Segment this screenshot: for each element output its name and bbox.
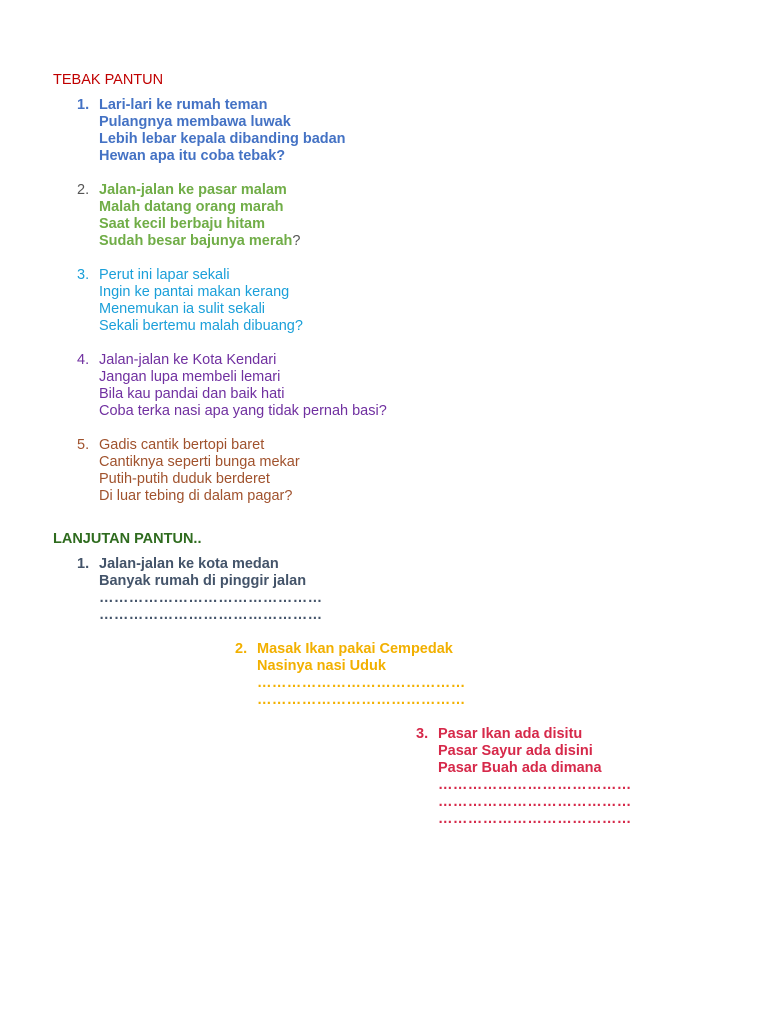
pantun-line xyxy=(99,233,300,250)
lanjutan-pantun-heading: LANJUTAN PANTUN.. xyxy=(53,531,202,547)
pantun-line: Putih-putih duduk berderet xyxy=(99,471,270,487)
pantun-line: Pasar Ikan ada disitu xyxy=(438,726,583,742)
pantun-lines xyxy=(99,182,300,250)
pantun-line: Ingin ke pantai makan kerang xyxy=(99,284,290,300)
blank-line: ………………………………… xyxy=(438,811,632,827)
pantun-line: Bila kau pandai dan baik hati xyxy=(99,386,285,402)
pantun-lines xyxy=(99,352,387,420)
pantun-lines xyxy=(99,556,323,624)
blank-line: ……………………………………… xyxy=(99,607,323,623)
pantun-line: Pasar Buah ada dimana xyxy=(438,760,602,776)
pantun-line: Pulangnya membawa luwak xyxy=(99,114,291,130)
pantun-line: Gadis cantik bertopi baret xyxy=(99,437,265,453)
blank-line: ………………………………… xyxy=(438,794,632,810)
item-number: 5. xyxy=(77,437,90,453)
pantun-line: Lari-lari ke rumah teman xyxy=(99,97,268,113)
blank-line: …………………………………… xyxy=(257,675,466,691)
pantun-line: Perut ini lapar sekali xyxy=(99,267,230,283)
pantun-line: Jalan-jalan ke pasar malam xyxy=(99,182,287,198)
pantun-line: Saat kecil berbaju hitam xyxy=(99,216,266,232)
pantun-line: Jalan-jalan ke Kota Kendari xyxy=(99,352,277,368)
pantun-line: Pasar Sayur ada disini xyxy=(438,743,593,759)
pantun-lines xyxy=(438,726,632,828)
pantun-line: Masak Ikan pakai Cempedak xyxy=(257,641,453,657)
pantun-line: Coba terka nasi apa yang tidak pernah basi? xyxy=(99,403,387,419)
question-mark: ? xyxy=(292,233,301,249)
pantun-line: Di luar tebing di dalam pagar? xyxy=(99,488,293,504)
pantun-line: Menemukan ia sulit sekali xyxy=(99,301,266,317)
item-number: 1. xyxy=(77,97,90,113)
pantun-lines xyxy=(257,641,466,709)
item-number: 3. xyxy=(77,267,90,283)
blank-line: …………………………………… xyxy=(257,692,466,708)
pantun-line: Hewan apa itu coba tebak? xyxy=(99,148,286,164)
pantun-line: Jangan lupa membeli lemari xyxy=(99,369,281,385)
pantun-line: Jalan-jalan ke kota medan xyxy=(99,556,279,572)
pantun-lines xyxy=(99,437,300,505)
item-number: 2. xyxy=(235,641,248,657)
pantun-line: Lebih lebar kepala dibanding badan xyxy=(99,131,346,147)
pantun-line: Malah datang orang marah xyxy=(99,199,284,215)
pantun-line: Sekali bertemu malah dibuang? xyxy=(99,318,303,334)
pantun-line: Banyak rumah di pinggir jalan xyxy=(99,573,307,589)
pantun-line: Nasinya nasi Uduk xyxy=(257,658,386,674)
blank-line: ………………………………… xyxy=(438,777,632,793)
blank-line: ……………………………………… xyxy=(99,590,323,606)
pantun-line: Cantiknya seperti bunga mekar xyxy=(99,454,300,470)
item-number: 3. xyxy=(416,726,429,742)
pantun-lines xyxy=(99,267,303,335)
item-number: 4. xyxy=(77,352,90,368)
item-number: 1. xyxy=(77,556,90,572)
item-number: 2. xyxy=(77,182,90,198)
pantun-lines xyxy=(99,97,346,165)
pantun-line-text: Sudah besar bajunya merah xyxy=(99,233,293,249)
tebak-pantun-heading: TEBAK PANTUN xyxy=(53,72,164,88)
